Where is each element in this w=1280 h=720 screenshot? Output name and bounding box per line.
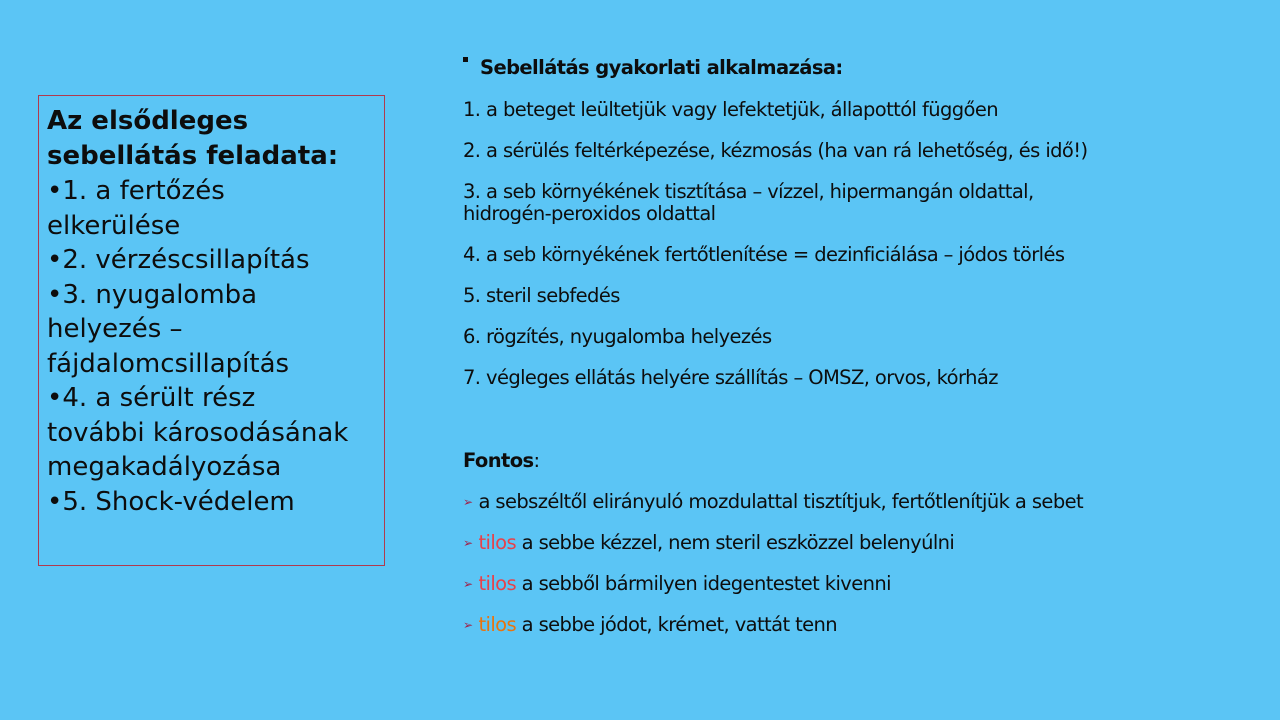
procedure-step: 5. steril sebfedés bbox=[463, 284, 620, 307]
procedure-step: 1. a beteget leültetjük vagy lefektetjük, állapottól függően bbox=[463, 98, 999, 121]
rule-item bbox=[463, 572, 891, 595]
rule-keyword: tilos bbox=[478, 613, 517, 636]
procedure-step: 4. a seb környékének fertőtlenítése = dezinficiálása – jódos törlés bbox=[463, 243, 1065, 266]
task-item-line: helyezés – bbox=[47, 314, 183, 344]
rule-item bbox=[463, 613, 837, 636]
rule-text: a sebből bármilyen idegentestet kivenni bbox=[516, 572, 891, 595]
bullet-square-icon bbox=[463, 57, 468, 62]
task-item-line: megakadályozása bbox=[47, 452, 282, 482]
arrow-bullet-icon: ➢ bbox=[463, 536, 473, 550]
rule-keyword: tilos bbox=[478, 531, 517, 554]
rule-text: a sebbe kézzel, nem steril eszközzel belenyúlni bbox=[516, 531, 955, 554]
task-item-line: •2. vérzéscsillapítás bbox=[47, 245, 310, 275]
rule-text: a sebbe jódot, krémet, vattát tenn bbox=[516, 613, 838, 636]
fontos-label: Fontos bbox=[463, 449, 534, 472]
procedure-step: 2. a sérülés feltérképezése, kézmosás (ha van rá lehetőség, és idő!) bbox=[463, 139, 1088, 162]
arrow-bullet-icon: ➢ bbox=[463, 618, 473, 632]
task-item-line: •4. a sérült rész bbox=[47, 383, 256, 413]
procedure-heading-row bbox=[463, 56, 843, 79]
rule-item bbox=[463, 490, 1083, 513]
procedure-step-continuation: hidrogén-peroxidos oldattal bbox=[463, 202, 716, 225]
rule-keyword: tilos bbox=[478, 572, 517, 595]
task-item-line: •3. nyugalomba bbox=[47, 279, 258, 310]
fontos-heading-row bbox=[463, 449, 540, 472]
task-item-line: elkerülése bbox=[47, 210, 181, 241]
task-box-title-line-2: sebellátás feladata: bbox=[47, 141, 339, 171]
procedure-step: 6. rögzítés, nyugalomba helyezés bbox=[463, 325, 772, 348]
fontos-colon: : bbox=[533, 449, 540, 472]
task-item-line: további károsodásának bbox=[47, 417, 349, 448]
arrow-bullet-icon: ➢ bbox=[463, 577, 473, 591]
procedure-step: 3. a seb környékének tisztítása – vízzel, hipermangán oldattal, bbox=[463, 180, 1034, 203]
task-item-line: •1. a fertőzés bbox=[47, 176, 225, 206]
task-box bbox=[38, 95, 385, 566]
task-box-title-line-1: Az elsődleges bbox=[47, 106, 249, 136]
task-item-line: fájdalomcsillapítás bbox=[47, 348, 290, 379]
procedure-heading: Sebellátás gyakorlati alkalmazása: bbox=[480, 56, 843, 79]
arrow-bullet-icon: ➢ bbox=[463, 495, 473, 509]
task-item-line: •5. Shock-védelem bbox=[47, 486, 295, 517]
rule-text: a sebszéltől elirányuló mozdulattal tisztítjuk, fertőtlenítjük a sebet bbox=[478, 490, 1084, 513]
rule-item bbox=[463, 531, 954, 554]
procedure-step: 7. végleges ellátás helyére szállítás – OMSZ, orvos, kórház bbox=[463, 366, 998, 389]
